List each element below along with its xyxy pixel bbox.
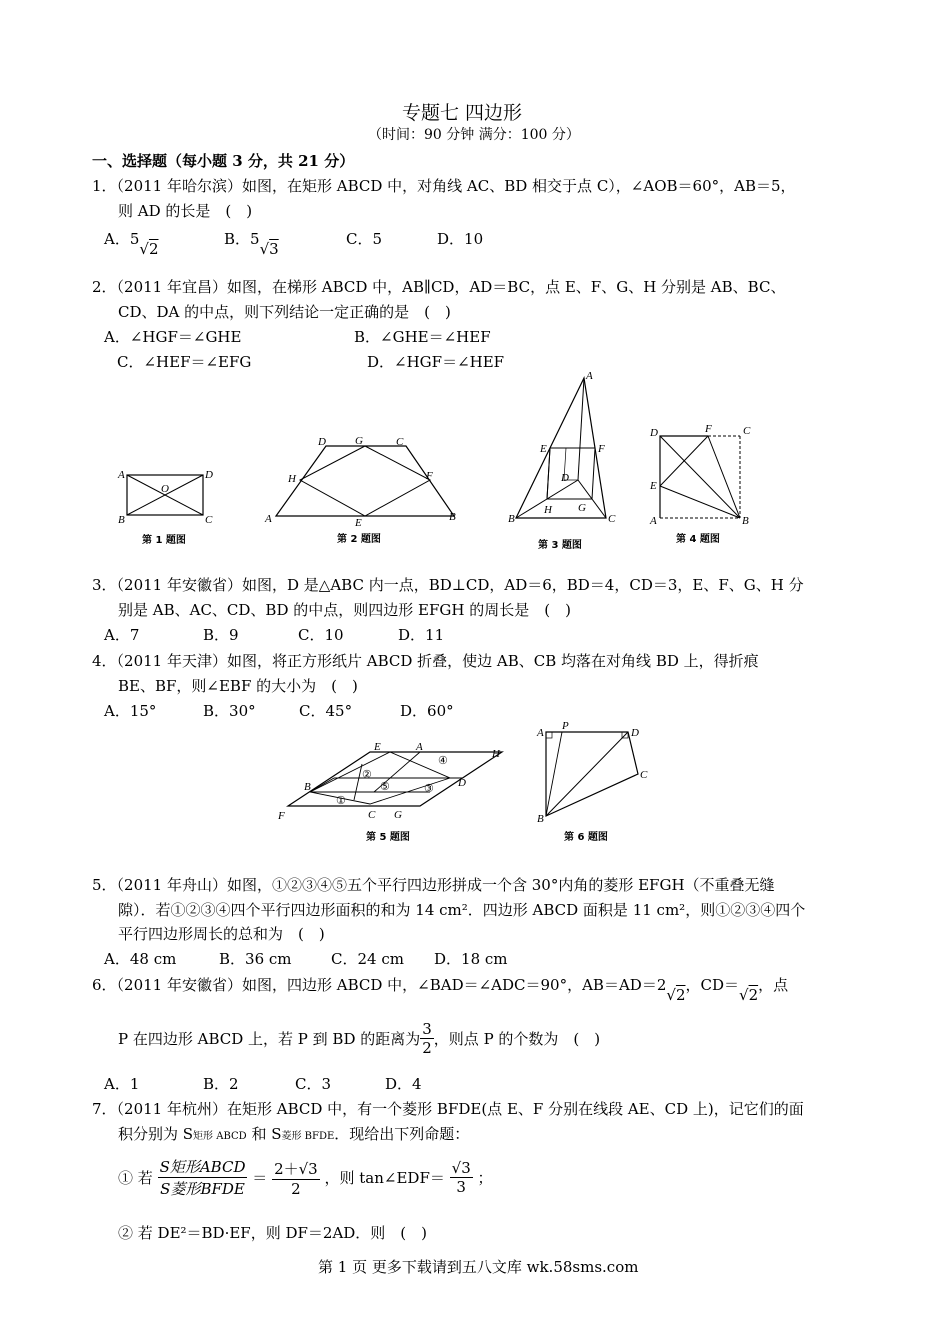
fig3-label-d: D	[561, 472, 569, 484]
fig3-label-b: B	[508, 513, 515, 525]
fig6-label-a: A	[537, 727, 544, 739]
figure-2	[262, 432, 467, 550]
page-footer: 第 1 页 更多下载请到五八文库 wk.58sms.com	[318, 1258, 639, 1276]
q4-line2: BE、BF，则∠EBF 的大小为 ( )	[118, 677, 358, 695]
q4-line1: 4．（2011 年天津）如图，将正方形纸片 ABCD 折叠，使边 AB、CB 均落在对角线 BD 上，得折痕	[92, 652, 759, 670]
fig6-label-p: P	[562, 720, 569, 732]
q7-line2: 积分别为 S矩形 ABCD 和 S菱形 BFDE．现给出下列命题：	[118, 1125, 470, 1143]
fig5-label-d: D	[458, 777, 466, 789]
fig5-region-2: ②	[362, 769, 372, 781]
fig5-label-g: G	[394, 809, 402, 821]
q3-option-d: D．11	[398, 626, 445, 644]
fig5-region-4: ④	[438, 755, 448, 767]
q6-option-d: D．4	[385, 1075, 422, 1093]
figure-3	[506, 368, 626, 556]
fig1-label-b: B	[118, 514, 125, 526]
q6-option-a: A．1	[104, 1075, 140, 1093]
fig6-label-b: B	[537, 813, 544, 825]
fig4-label-b: B	[742, 515, 749, 527]
q3-option-a: A．7	[104, 626, 140, 644]
fig4-label-a: A	[650, 515, 657, 527]
fig6-label-c: C	[640, 769, 648, 781]
fig2-label-h: H	[288, 473, 296, 485]
fig3-label-a: A	[586, 370, 593, 382]
q3-line1: 3．（2011 年安徽省）如图，D 是△ABC 内一点，BD⊥CD，AD＝6，BD＝4，CD＝3，E、F、G、H 分	[92, 576, 804, 594]
q3-option-b: B．9	[203, 626, 239, 644]
q5-option-d: D．18 cm	[434, 950, 508, 968]
q1-line2: 则 AD 的长是 ( )	[118, 202, 253, 220]
fig6-label-d: D	[631, 727, 639, 739]
fig3-label-f: F	[598, 443, 605, 455]
fig2-label-e: E	[355, 517, 362, 529]
q1-option-d: D．10	[437, 230, 484, 248]
q3-line2: 别是 AB、AC、CD、BD 的中点，则四边形 EFGH 的周长是 ( )	[118, 601, 571, 619]
fig1-caption: 第 1 题图	[142, 535, 186, 546]
fig5-label-e: E	[374, 741, 381, 753]
q2-line2: CD、DA 的中点，则下列结论一定正确的是 ( )	[118, 303, 451, 321]
fig4-label-c: C	[743, 425, 751, 437]
q4-option-a: A．15°	[104, 702, 157, 720]
fig2-label-g: G	[355, 435, 363, 447]
fig5-label-b: B	[304, 781, 311, 793]
fig4-label-d: D	[650, 427, 658, 439]
q1-option-a: A．5√2	[104, 230, 159, 258]
fig3-label-c: C	[608, 513, 616, 525]
q6-fraction: $\frac{3}{2}$	[422, 1020, 432, 1057]
fig6-caption: 第 6 题图	[564, 832, 608, 843]
figure-6	[534, 716, 654, 846]
fig3-caption: 第 3 题图	[538, 540, 582, 551]
q5-option-a: A．48 cm	[104, 950, 177, 968]
q2-option-d: D．∠HGF＝∠HEF	[367, 353, 505, 371]
fig5-region-3: ③	[424, 783, 434, 795]
q1-option-c: C．5	[346, 230, 383, 248]
fig1-label-o: O	[161, 483, 169, 495]
page-title: 专题七 四边形	[402, 102, 523, 124]
fig1-label-d: D	[205, 469, 213, 481]
figure-4	[646, 420, 761, 550]
fig2-label-a: A	[265, 513, 272, 525]
fig5-label-f: F	[278, 810, 285, 822]
q5-option-b: B．36 cm	[219, 950, 292, 968]
q2-option-c: C．∠HEF＝∠EFG	[117, 353, 252, 371]
q7-item-1: ① 若 $\frac{\text{S矩形ABCD}}{\text{S菱形BFDE}}$ ＝ $\frac{2+√3}{2}$ ，则 tan∠EDF＝ $\frac{√3}{3}$ ；	[118, 1158, 493, 1198]
q6-line2: P 在四边形 ABCD 上，若 P 到 BD 的距离为 $\frac{3}{2}$ ，则点 P 的个数为 ( )	[118, 1020, 601, 1057]
q6-option-b: B．2	[203, 1075, 239, 1093]
fig4-label-e: E	[650, 480, 657, 492]
fig5-label-a: A	[416, 741, 423, 753]
fig2-label-d: D	[318, 436, 326, 448]
q1-option-b: B．5√3	[224, 230, 279, 258]
q2-option-b: B．∠GHE＝∠HEF	[354, 328, 491, 346]
q6-line1: 6．（2011 年安徽省）如图，四边形 ABCD 中，∠BAD＝∠ADC＝90°，AB＝AD＝2√2，CD＝√2，点	[92, 976, 789, 1004]
figure-1	[110, 462, 220, 552]
fig5-label-h: H	[492, 748, 500, 760]
fig4-label-f: F	[705, 423, 712, 435]
page-subtitle: （时间：90 分钟 满分：100 分）	[368, 127, 580, 143]
q3-option-c: C．10	[298, 626, 344, 644]
fig3-label-g: G	[578, 502, 586, 514]
fig2-label-c: C	[396, 436, 404, 448]
q4-option-b: B．30°	[203, 702, 256, 720]
q7-line1: 7．（2011 年杭州）在矩形 ABCD 中，有一个菱形 BFDE(点 E、F 分别在线段 AE、CD 上)，记它们的面	[92, 1100, 804, 1118]
section-heading: 一、选择题（每小题 3 分，共 21 分）	[92, 152, 355, 170]
q4-option-d: D．60°	[400, 702, 454, 720]
figure-5	[274, 738, 514, 850]
q2-option-a: A．∠HGF＝∠GHE	[104, 328, 242, 346]
fig5-label-c: C	[368, 809, 376, 821]
fig1-label-a: A	[118, 469, 125, 481]
fig2-label-f: F	[426, 470, 433, 482]
q5-line1: 5．（2011 年舟山）如图，①②③④⑤五个平行四边形拼成一个含 30°内角的菱形 EFGH（不重叠无缝	[92, 876, 775, 894]
fig3-label-h: H	[544, 504, 552, 516]
q2-line1: 2．（2011 年宜昌）如图，在梯形 ABCD 中，AB∥CD，AD＝BC，点 E、F、G、H 分别是 AB、BC、	[92, 278, 786, 296]
fig4-caption: 第 4 题图	[676, 534, 720, 545]
q7-item-2: ② 若 DE²＝BD·EF，则 DF＝2AD．则 ( )	[118, 1224, 428, 1242]
q1-line1: 1．（2011 年哈尔滨）如图，在矩形 ABCD 中，对角线 AC、BD 相交于点 C），∠AOB＝60°，AB＝5，	[92, 177, 796, 195]
q5-option-c: C．24 cm	[331, 950, 404, 968]
fig3-label-e: E	[540, 443, 547, 455]
fig5-region-5: ⑤	[380, 781, 390, 793]
q6-option-c: C．3	[295, 1075, 332, 1093]
fig2-caption: 第 2 题图	[337, 534, 381, 545]
fig1-label-c: C	[205, 514, 213, 526]
q4-option-c: C．45°	[299, 702, 353, 720]
fig5-caption: 第 5 题图	[366, 832, 410, 843]
fig5-region-1: ①	[336, 795, 346, 807]
q5-line2: 隙）．若①②③④四个平行四边形面积的和为 14 cm²．四边形 ABCD 面积是 11 cm²，则①②③④四个	[118, 901, 806, 919]
q5-line3: 平行四边形周长的总和为 ( )	[118, 925, 325, 943]
fig2-label-b: B	[449, 511, 456, 523]
